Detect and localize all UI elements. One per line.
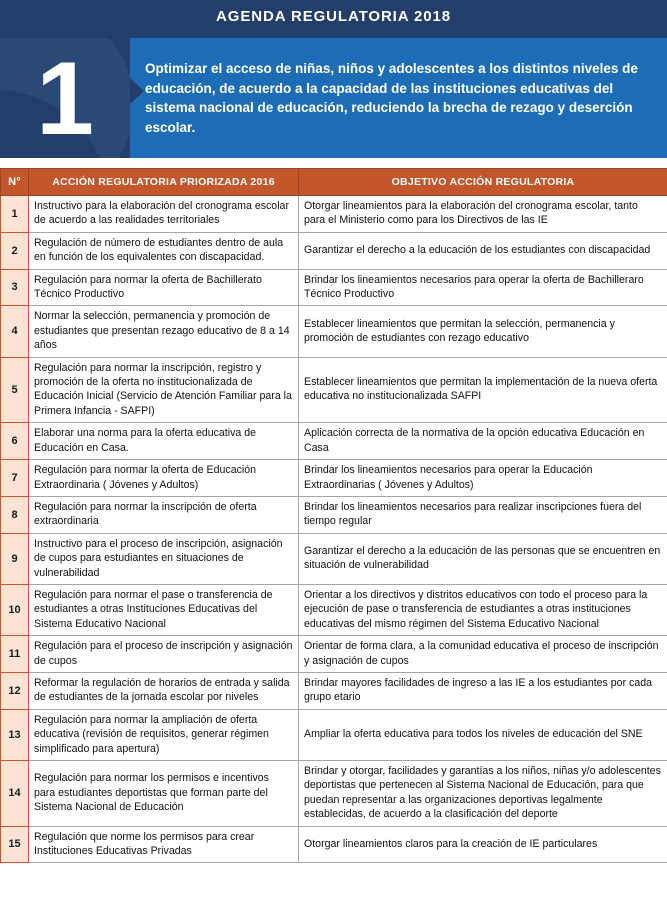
row-action-text: Regulación de número de estudiantes dentro de aula en función de los equivalentes con discapacidad. [29,232,299,269]
row-number: 9 [1,533,29,584]
row-action-text: Instructivo para la elaboración del cronograma escolar de acuerdo a las realidades territoriales [29,196,299,233]
table-header-row [1,169,667,196]
banner-table-divider [0,158,667,168]
row-number: 11 [1,636,29,673]
table-row [1,761,667,827]
row-action-text: Regulación para normar la inscripción, registro y promoción de la oferta no institucionalizada de Educación Inicial (Servicio de Atención Familiar para la Primera Infancia - SAFPI) [29,357,299,423]
row-objective-text: Establecer lineamientos que permitan la selección, permanencia y promoción de estudiantes con rezago educativo [299,306,667,357]
column-header-objective: OBJETIVO ACCIÓN REGULATORIA [299,169,667,196]
row-objective-text: Brindar mayores facilidades de ingreso a las IE a los estudiantes por cada grupo etario [299,672,667,709]
row-number: 3 [1,269,29,306]
table-row [1,496,667,533]
banner [0,0,667,158]
objective-text: Optimizar el acceso de niñas, niños y adolescentes a los distintos niveles de educación, de acuerdo a la capacidad de las instituciones educativas del sistema nacional de educación, reduciendo la brecha de rezago y deserción escolar. [145,61,638,135]
row-action-text: Regulación para normar la oferta de Bachillerato Técnico Productivo [29,269,299,306]
table-row [1,709,667,760]
table-row [1,306,667,357]
row-number: 13 [1,709,29,760]
column-header-action: ACCIÓN REGULATORIA PRIORIZADA 2016 [29,169,299,196]
row-objective-text: Garantizar el derecho a la educación de los estudiantes con discapacidad [299,232,667,269]
page-title: AGENDA REGULATORIA 2018 [216,8,451,25]
table-row [1,826,667,863]
table-row [1,460,667,497]
table-row [1,584,667,635]
row-number: 1 [1,196,29,233]
table-row [1,672,667,709]
row-objective-text: Ampliar la oferta educativa para todos los niveles de educación del SNE [299,709,667,760]
table-body [1,196,667,863]
row-action-text: Regulación para el proceso de inscripción y asignación de cupos [29,636,299,673]
table-row [1,269,667,306]
row-objective-text: Brindar y otorgar, facilidades y garantías a los niños, niñas y/o adolescentes deportistas que pertenecen al Sistema Nacional de Educación, para que puedan representar a las organizaciones deportivas legalmente establecidas, de acuerdo a la clasificación del deporte [299,761,667,827]
objective-number: 1 [36,41,94,157]
row-objective-text: Otorgar lineamientos para la elaboración del cronograma escolar, tanto para el Ministerio como para los Directivos de las IE [299,196,667,233]
row-objective-text: Otorgar lineamientos claros para la creación de IE particulares [299,826,667,863]
row-action-text: Regulación para normar la inscripción de oferta extraordinaria [29,496,299,533]
agenda-table [0,168,667,863]
row-number: 8 [1,496,29,533]
row-action-text: Elaborar una norma para la oferta educativa de Educación en Casa. [29,423,299,460]
row-number: 10 [1,584,29,635]
table-row [1,423,667,460]
row-action-text: Normar la selección, permanencia y promoción de estudiantes que presentan rezago educativo de 8 a 14 años [29,306,299,357]
row-number: 4 [1,306,29,357]
row-objective-text: Orientar a los directivos y distritos educativos con todo el proceso para la ejecución de pase o transferencia de estudiantes a otras instituciones educativas del mismo régimen del Sistema Educativo Nacional [299,584,667,635]
row-number: 6 [1,423,29,460]
row-objective-text: Garantizar el derecho a la educación de las personas que se encuentren en situación de vulnerabilidad [299,533,667,584]
row-objective-text: Orientar de forma clara, a la comunidad educativa el proceso de inscripción y asignación de cupos [299,636,667,673]
row-action-text: Regulación para normar los permisos e incentivos para estudiantes deportistas que forman parte del Sistema Nacional de Educación [29,761,299,827]
row-number: 15 [1,826,29,863]
row-action-text: Regulación para normar la oferta de Educación Extraordinaria ( Jóvenes y Adultos) [29,460,299,497]
row-objective-text: Aplicación correcta de la normativa de la opción educativa Educación en Casa [299,423,667,460]
row-objective-text: Establecer lineamientos que permitan la implementación de la nueva oferta educativa no institucionalizada SAFPI [299,357,667,423]
objective-number-block [0,38,130,158]
row-objective-text: Brindar los lineamientos necesarios para realizar inscripciones fuera del tiempo regular [299,496,667,533]
row-number: 5 [1,357,29,423]
table-row [1,196,667,233]
table-row [1,232,667,269]
row-objective-text: Brindar los lineamientos necesarios para operar la oferta de Bachilleraro Técnico Productivo [299,269,667,306]
objective-panel [118,38,667,158]
row-action-text: Regulación que norme los permisos para crear Instituciones Educativas Privadas [29,826,299,863]
row-action-text: Instructivo para el proceso de inscripción, asignación de cupos para estudiantes en situaciones de vulnerabilidad [29,533,299,584]
row-number: 2 [1,232,29,269]
table-row [1,357,667,423]
table-row [1,533,667,584]
row-number: 7 [1,460,29,497]
row-number: 14 [1,761,29,827]
row-number: 12 [1,672,29,709]
chevron-right-icon [130,78,144,104]
row-objective-text: Brindar los lineamientos necesarios para operar la Educación Extraordinarias ( Jóvenes y Adultos) [299,460,667,497]
column-header-number: N° [1,169,29,196]
row-action-text: Regulación para normar el pase o transferencia de estudiantes a otras Instituciones Educativas del Sistema Educativo Nacional [29,584,299,635]
table-header [1,169,667,196]
table-row [1,636,667,673]
row-action-text: Regulación para normar la ampliación de oferta educativa (revisión de requisitos, generar régimen simplificado para apertura) [29,709,299,760]
row-action-text: Reformar la regulación de horarios de entrada y salida de estudiantes de la jornada escolar por niveles [29,672,299,709]
